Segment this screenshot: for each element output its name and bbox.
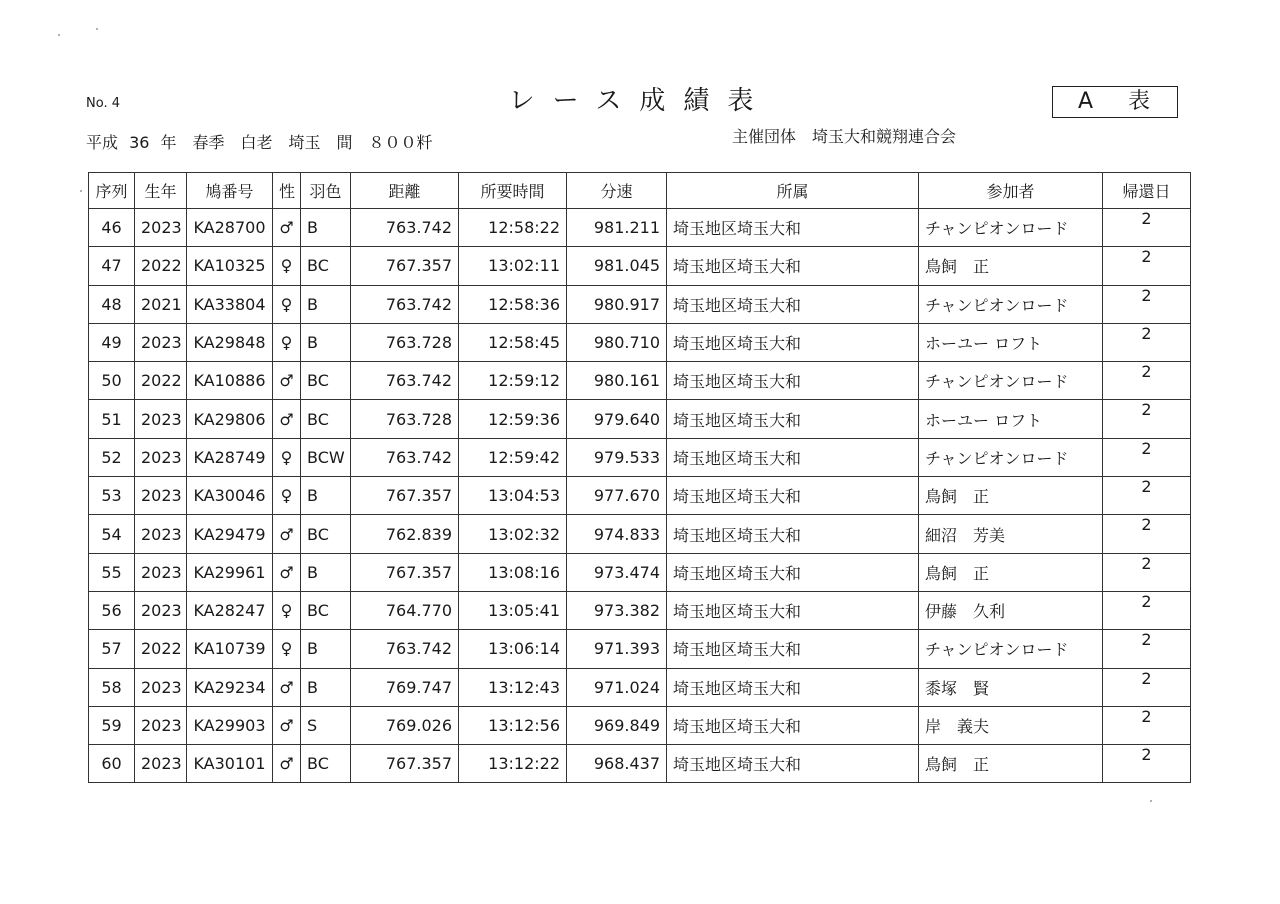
club-cell: 埼玉地区埼玉大和 [667, 477, 919, 515]
organizer: 主催団体 埼玉大和競翔連合会 [732, 127, 957, 146]
return-day-cell: 2 [1103, 477, 1191, 515]
feather-color-cell: B [301, 553, 351, 591]
speed-cell: 973.474 [567, 553, 667, 591]
column-header: 生年 [135, 173, 187, 209]
owner-cell: 鳥飼 正 [919, 745, 1103, 783]
rank-cell: 46 [89, 209, 135, 247]
feather-color-cell: B [301, 285, 351, 323]
return-day-cell: 2 [1103, 745, 1191, 783]
sex-cell: ♂ [273, 668, 301, 706]
column-header: 羽色 [301, 173, 351, 209]
club-cell: 埼玉地区埼玉大和 [667, 591, 919, 629]
column-header: 所要時間 [459, 173, 567, 209]
table-label-box: A 表 [1052, 86, 1178, 118]
ring-number-cell: KA30101 [187, 745, 273, 783]
flight-time-cell: 13:12:22 [459, 745, 567, 783]
flight-time-cell: 13:08:16 [459, 553, 567, 591]
year-cell: 2023 [135, 323, 187, 361]
year-cell: 2022 [135, 247, 187, 285]
scan-speck [58, 34, 60, 36]
owner-cell: 細沼 芳美 [919, 515, 1103, 553]
column-header: 分速 [567, 173, 667, 209]
ring-number-cell: KA29234 [187, 668, 273, 706]
rank-cell: 60 [89, 745, 135, 783]
table-row [89, 553, 1191, 591]
rank-cell: 58 [89, 668, 135, 706]
club-cell: 埼玉地区埼玉大和 [667, 745, 919, 783]
return-day-cell: 2 [1103, 247, 1191, 285]
table-row [89, 400, 1191, 438]
sex-cell: ♀ [273, 323, 301, 361]
year-cell: 2023 [135, 515, 187, 553]
table-row [89, 706, 1191, 744]
feather-color-cell: BC [301, 362, 351, 400]
year-cell: 2023 [135, 745, 187, 783]
return-day-cell: 2 [1103, 591, 1191, 629]
distance-cell: 763.728 [351, 323, 459, 361]
speed-cell: 980.710 [567, 323, 667, 361]
club-cell: 埼玉地区埼玉大和 [667, 668, 919, 706]
sex-cell: ♀ [273, 591, 301, 629]
club-cell: 埼玉地区埼玉大和 [667, 706, 919, 744]
owner-cell: チャンピオンロード [919, 362, 1103, 400]
flight-time-cell: 12:58:22 [459, 209, 567, 247]
flight-time-cell: 12:59:12 [459, 362, 567, 400]
speed-cell: 979.640 [567, 400, 667, 438]
speed-cell: 981.211 [567, 209, 667, 247]
owner-cell: 鳥飼 正 [919, 247, 1103, 285]
club-cell: 埼玉地区埼玉大和 [667, 438, 919, 476]
distance-cell: 767.357 [351, 477, 459, 515]
column-header: 帰還日 [1103, 173, 1191, 209]
sex-cell: ♀ [273, 285, 301, 323]
table-body [89, 209, 1191, 783]
flight-time-cell: 13:06:14 [459, 630, 567, 668]
table-header-row [89, 173, 1191, 209]
flight-time-cell: 13:12:56 [459, 706, 567, 744]
distance-cell: 767.357 [351, 745, 459, 783]
flight-time-cell: 13:12:43 [459, 668, 567, 706]
ring-number-cell: KA29903 [187, 706, 273, 744]
year-cell: 2023 [135, 591, 187, 629]
sex-cell: ♂ [273, 553, 301, 591]
column-header: 性 [273, 173, 301, 209]
ring-number-cell: KA28247 [187, 591, 273, 629]
distance-cell: 762.839 [351, 515, 459, 553]
return-day-cell: 2 [1103, 438, 1191, 476]
return-day-cell: 2 [1103, 400, 1191, 438]
year-cell: 2023 [135, 438, 187, 476]
feather-color-cell: B [301, 630, 351, 668]
flight-time-cell: 13:04:53 [459, 477, 567, 515]
table-row [89, 285, 1191, 323]
sex-cell: ♂ [273, 745, 301, 783]
speed-cell: 971.024 [567, 668, 667, 706]
year-cell: 2023 [135, 668, 187, 706]
scan-speck [96, 28, 98, 30]
sex-cell: ♂ [273, 400, 301, 438]
club-cell: 埼玉地区埼玉大和 [667, 323, 919, 361]
owner-cell: 岸 義夫 [919, 706, 1103, 744]
return-day-cell: 2 [1103, 668, 1191, 706]
rank-cell: 49 [89, 323, 135, 361]
club-cell: 埼玉地区埼玉大和 [667, 400, 919, 438]
speed-cell: 971.393 [567, 630, 667, 668]
year-cell: 2023 [135, 209, 187, 247]
document-title: レース成績表 [508, 86, 772, 116]
scan-speck [80, 190, 82, 192]
flight-time-cell: 12:59:36 [459, 400, 567, 438]
table-row [89, 668, 1191, 706]
return-day-cell: 2 [1103, 706, 1191, 744]
return-day-cell: 2 [1103, 553, 1191, 591]
speed-cell: 977.670 [567, 477, 667, 515]
race-info: 平成 36 年 春季 白老 埼玉 間 ８００粁 [86, 133, 433, 152]
owner-cell: ホーユー ロフト [919, 400, 1103, 438]
table-row [89, 247, 1191, 285]
sex-cell: ♀ [273, 477, 301, 515]
rank-cell: 54 [89, 515, 135, 553]
owner-cell: チャンピオンロード [919, 438, 1103, 476]
rank-cell: 48 [89, 285, 135, 323]
club-cell: 埼玉地区埼玉大和 [667, 362, 919, 400]
feather-color-cell: BC [301, 745, 351, 783]
table-row [89, 209, 1191, 247]
ring-number-cell: KA28749 [187, 438, 273, 476]
ring-number-cell: KA29961 [187, 553, 273, 591]
return-day-cell: 2 [1103, 285, 1191, 323]
owner-cell: 鳥飼 正 [919, 553, 1103, 591]
return-day-cell: 2 [1103, 323, 1191, 361]
column-header: 鳩番号 [187, 173, 273, 209]
return-day-cell: 2 [1103, 362, 1191, 400]
flight-time-cell: 12:59:42 [459, 438, 567, 476]
distance-cell: 769.747 [351, 668, 459, 706]
year-cell: 2023 [135, 553, 187, 591]
flight-time-cell: 13:02:11 [459, 247, 567, 285]
owner-cell: チャンピオンロード [919, 285, 1103, 323]
column-header: 参加者 [919, 173, 1103, 209]
distance-cell: 763.742 [351, 438, 459, 476]
club-cell: 埼玉地区埼玉大和 [667, 515, 919, 553]
feather-color-cell: BC [301, 591, 351, 629]
rank-cell: 57 [89, 630, 135, 668]
ring-number-cell: KA28700 [187, 209, 273, 247]
return-day-cell: 2 [1103, 209, 1191, 247]
feather-color-cell: B [301, 323, 351, 361]
feather-color-cell: B [301, 477, 351, 515]
ring-number-cell: KA29806 [187, 400, 273, 438]
return-day-cell: 2 [1103, 630, 1191, 668]
table-row [89, 591, 1191, 629]
feather-color-cell: BC [301, 515, 351, 553]
ring-number-cell: KA33804 [187, 285, 273, 323]
feather-color-cell: B [301, 668, 351, 706]
speed-cell: 973.382 [567, 591, 667, 629]
table-row [89, 323, 1191, 361]
speed-cell: 980.917 [567, 285, 667, 323]
table-row [89, 477, 1191, 515]
owner-cell: チャンピオンロード [919, 209, 1103, 247]
ring-number-cell: KA10325 [187, 247, 273, 285]
club-cell: 埼玉地区埼玉大和 [667, 285, 919, 323]
results-table [88, 172, 1191, 783]
club-cell: 埼玉地区埼玉大和 [667, 630, 919, 668]
distance-cell: 767.357 [351, 247, 459, 285]
table-row [89, 630, 1191, 668]
owner-cell: 鳥飼 正 [919, 477, 1103, 515]
ring-number-cell: KA10886 [187, 362, 273, 400]
speed-cell: 980.161 [567, 362, 667, 400]
table-row [89, 745, 1191, 783]
ring-number-cell: KA29479 [187, 515, 273, 553]
sex-cell: ♂ [273, 362, 301, 400]
sex-cell: ♀ [273, 630, 301, 668]
rank-cell: 53 [89, 477, 135, 515]
table-row [89, 362, 1191, 400]
distance-cell: 763.728 [351, 400, 459, 438]
distance-cell: 763.742 [351, 209, 459, 247]
distance-cell: 763.742 [351, 630, 459, 668]
rank-cell: 47 [89, 247, 135, 285]
year-cell: 2023 [135, 477, 187, 515]
rank-cell: 51 [89, 400, 135, 438]
speed-cell: 974.833 [567, 515, 667, 553]
feather-color-cell: BC [301, 400, 351, 438]
owner-cell: チャンピオンロード [919, 630, 1103, 668]
year-cell: 2023 [135, 400, 187, 438]
flight-time-cell: 13:05:41 [459, 591, 567, 629]
sex-cell: ♀ [273, 438, 301, 476]
flight-time-cell: 13:02:32 [459, 515, 567, 553]
feather-color-cell: B [301, 209, 351, 247]
distance-cell: 763.742 [351, 362, 459, 400]
scan-speck [1150, 800, 1152, 802]
owner-cell: ホーユー ロフト [919, 323, 1103, 361]
rank-cell: 50 [89, 362, 135, 400]
column-header: 所属 [667, 173, 919, 209]
feather-color-cell: S [301, 706, 351, 744]
ring-number-cell: KA30046 [187, 477, 273, 515]
return-day-cell: 2 [1103, 515, 1191, 553]
sex-cell: ♂ [273, 209, 301, 247]
year-cell: 2022 [135, 630, 187, 668]
rank-cell: 59 [89, 706, 135, 744]
rank-cell: 55 [89, 553, 135, 591]
speed-cell: 968.437 [567, 745, 667, 783]
year-cell: 2022 [135, 362, 187, 400]
club-cell: 埼玉地区埼玉大和 [667, 553, 919, 591]
year-cell: 2023 [135, 706, 187, 744]
speed-cell: 979.533 [567, 438, 667, 476]
speed-cell: 981.045 [567, 247, 667, 285]
ring-number-cell: KA10739 [187, 630, 273, 668]
distance-cell: 767.357 [351, 553, 459, 591]
ring-number-cell: KA29848 [187, 323, 273, 361]
table-row [89, 438, 1191, 476]
column-header: 序列 [89, 173, 135, 209]
feather-color-cell: BC [301, 247, 351, 285]
column-header: 距離 [351, 173, 459, 209]
year-cell: 2021 [135, 285, 187, 323]
distance-cell: 764.770 [351, 591, 459, 629]
speed-cell: 969.849 [567, 706, 667, 744]
flight-time-cell: 12:58:36 [459, 285, 567, 323]
owner-cell: 伊藤 久利 [919, 591, 1103, 629]
feather-color-cell: BCW [301, 438, 351, 476]
table-row [89, 515, 1191, 553]
page-number: No. 4 [86, 96, 120, 111]
flight-time-cell: 12:58:45 [459, 323, 567, 361]
distance-cell: 769.026 [351, 706, 459, 744]
rank-cell: 52 [89, 438, 135, 476]
sex-cell: ♂ [273, 706, 301, 744]
club-cell: 埼玉地区埼玉大和 [667, 247, 919, 285]
distance-cell: 763.742 [351, 285, 459, 323]
sex-cell: ♂ [273, 515, 301, 553]
owner-cell: 黍塚 賢 [919, 668, 1103, 706]
club-cell: 埼玉地区埼玉大和 [667, 209, 919, 247]
rank-cell: 56 [89, 591, 135, 629]
sex-cell: ♀ [273, 247, 301, 285]
